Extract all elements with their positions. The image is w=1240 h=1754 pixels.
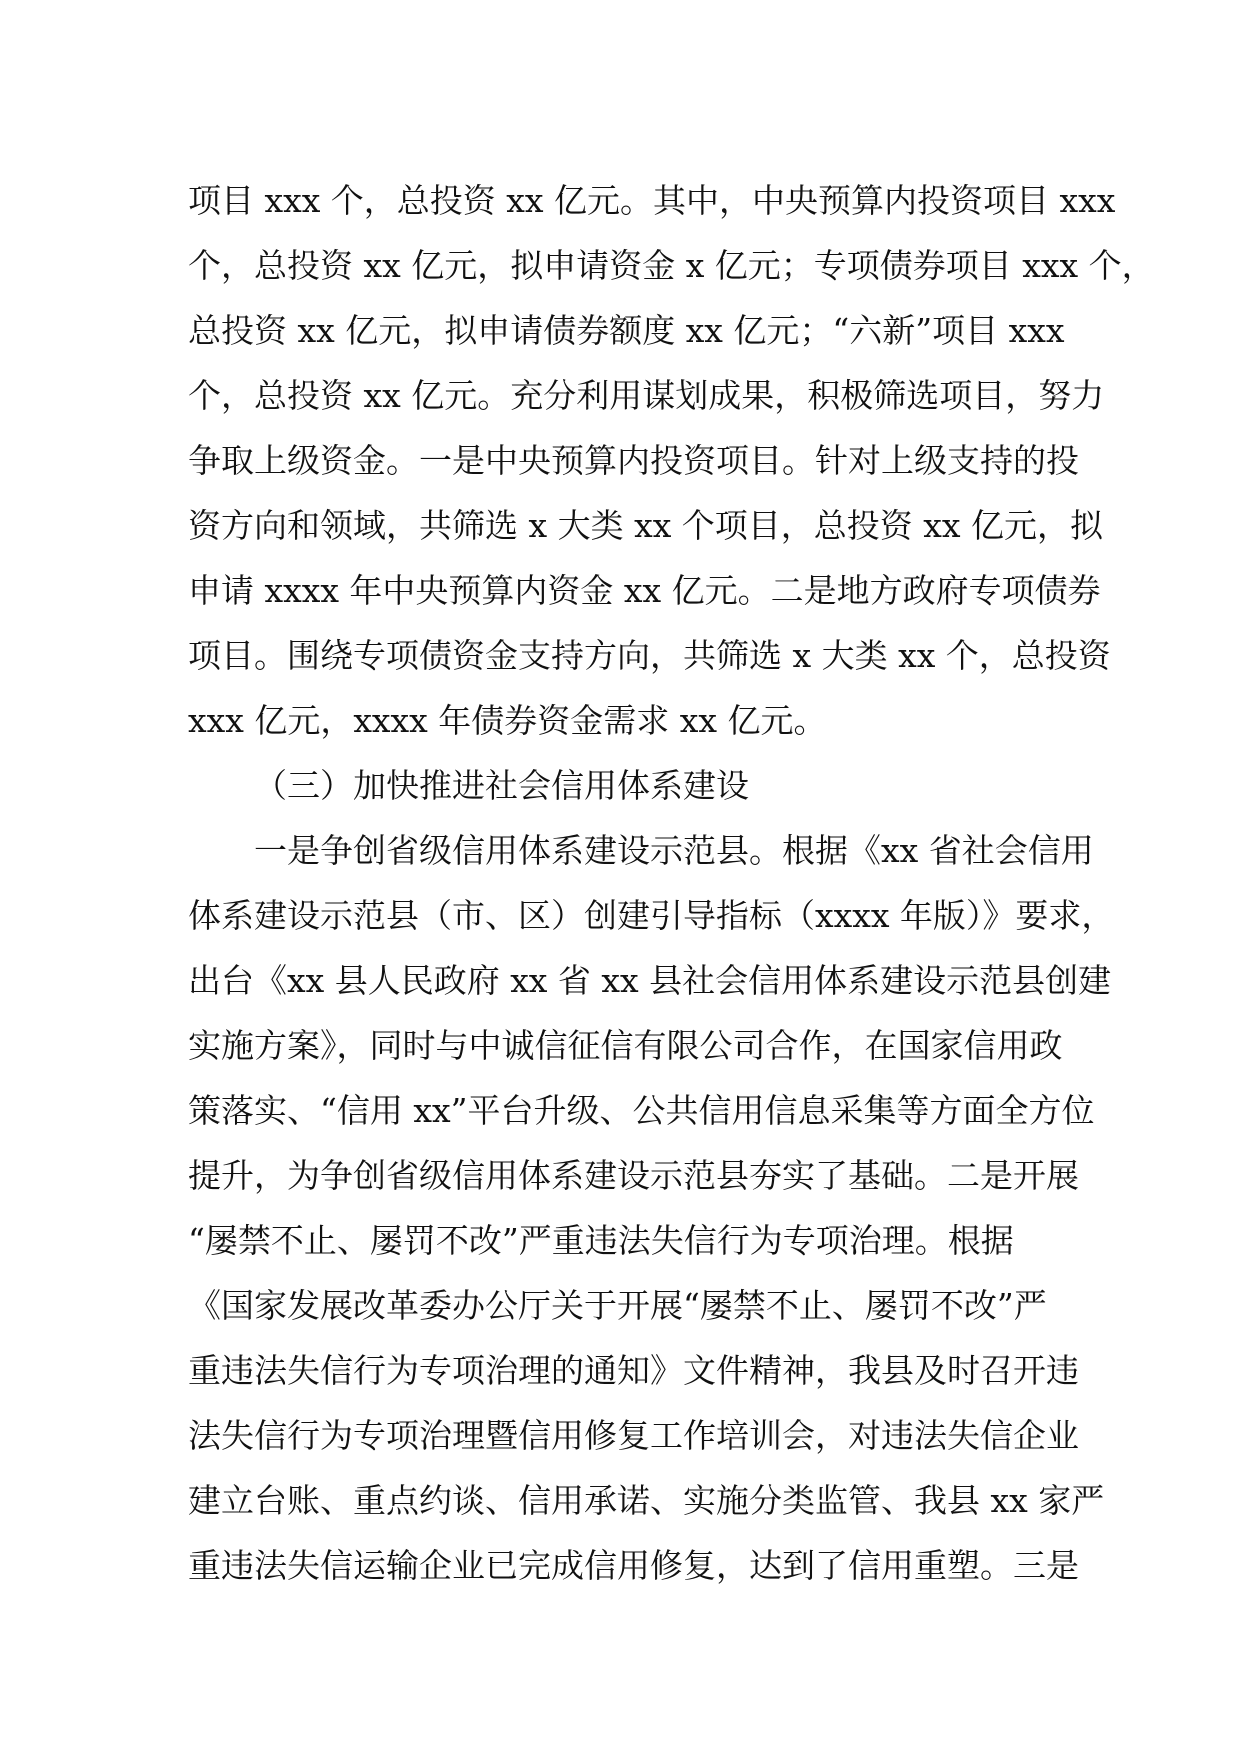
text-line: 重违法失信运输企业已完成信用修复，达到了信用重塑。三是 [188, 1546, 1079, 1585]
paragraph-investment-projects [188, 168, 1155, 753]
text-line: 个，总投资 xx 亿元。充分利用谋划成果，积极筛选项目，努力 [188, 376, 1105, 415]
text-line: 个，总投资 xx 亿元，拟申请资金 x 亿元；专项债券项目 xxx 个， [188, 246, 1155, 285]
document-body [188, 168, 1155, 1598]
text-line: 策落实、“信用 xx”平台升级、公共信用信息采集等方面全方位 [188, 1091, 1095, 1130]
text-line: 项目。围绕专项债资金支持方向，共筛选 x 大类 xx 个，总投资 [188, 636, 1111, 675]
text-line: 重违法失信行为专项治理的通知》文件精神，我县及时召开违 [188, 1351, 1079, 1390]
text-line: 申请 xxxx 年中央预算内资金 xx 亿元。二是地方政府专项债券 [188, 571, 1101, 610]
text-line: 项目 xxx 个，总投资 xx 亿元。其中，中央预算内投资项目 xxx [188, 181, 1116, 220]
text-line: xxx 亿元，xxxx 年债券资金需求 xx 亿元。 [188, 701, 827, 740]
text-line: 《国家发展改革委办公厅关于开展“屡禁不止、屡罚不改”严 [188, 1286, 1047, 1325]
text-line: 法失信行为专项治理暨信用修复工作培训会，对违法失信企业 [188, 1416, 1079, 1455]
text-line: 提升，为争创省级信用体系建设示范县夯实了基础。二是开展 [188, 1156, 1079, 1195]
text-line: 实施方案》，同时与中诚信征信有限公司合作，在国家信用政 [188, 1026, 1063, 1065]
text-line: 体系建设示范县（市、区）创建引导指标（xxxx 年版）》要求， [188, 896, 1115, 935]
paragraph-credit-system [188, 818, 1115, 1598]
text-line: “屡禁不止、屡罚不改”严重违法失信行为专项治理。根据 [188, 1221, 1014, 1260]
text-line: 出台《xx 县人民政府 xx 省 xx 县社会信用体系建设示范县创建 [188, 961, 1112, 1000]
text-line: 争取上级资金。一是中央预算内投资项目。针对上级支持的投 [188, 441, 1079, 480]
section-heading: （三）加快推进社会信用体系建设 [254, 766, 749, 805]
text-line: 建立台账、重点约谈、信用承诺、实施分类监管、我县 xx 家严 [188, 1481, 1105, 1520]
text-line: 一是争创省级信用体系建设示范县。根据《xx 省社会信用 [254, 831, 1094, 870]
text-line: 总投资 xx 亿元，拟申请债券额度 xx 亿元；“六新”项目 xxx [188, 311, 1065, 350]
text-line: 资方向和领域，共筛选 x 大类 xx 个项目，总投资 xx 亿元，拟 [188, 506, 1103, 545]
